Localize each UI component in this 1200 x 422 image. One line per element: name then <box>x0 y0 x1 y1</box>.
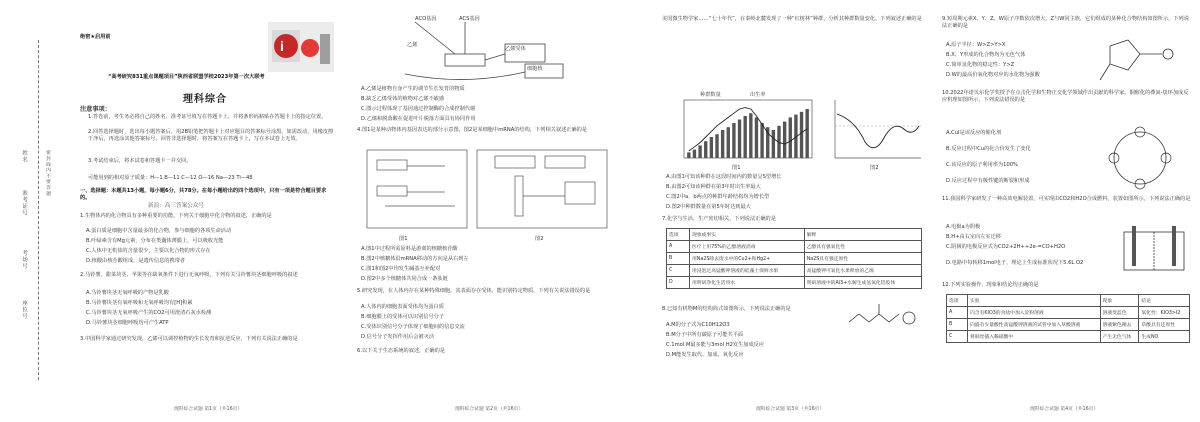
table-row <box>947 307 1190 319</box>
population-bar <box>693 150 696 158</box>
gene-expression-figures <box>365 146 615 238</box>
table-cell: 高锰酸钾可氧化水果释放的乙烯 <box>804 265 921 277</box>
q9-option-c: C.简单氢化物的稳定性：Y>Z <box>946 62 1015 68</box>
table-cell: 溶液变蓝色 <box>1100 307 1139 319</box>
page-1-number: 理科综合试题 第1页（共16页） <box>174 407 243 412</box>
population-bar <box>800 112 803 158</box>
exam-title: “高考研究831重点课题项目”陕西省联盟学校2023年第一次大联考 <box>108 74 265 80</box>
population-bar <box>760 123 763 158</box>
table-cell: 用明矾净化生活用水 <box>690 277 805 289</box>
population-bar <box>789 117 792 158</box>
population-bar <box>755 117 758 158</box>
page-4 <box>940 0 1196 422</box>
question-4: 4.图1是某种动物体内基因表达的部分示意图，图2是某细胞中mRNA的结构，下列相关叙述正确的是 <box>357 127 587 133</box>
notes-heading: 注意事项： <box>80 106 111 113</box>
subject-title: 理科综合 <box>183 94 227 105</box>
svg-text:i: i <box>280 38 284 54</box>
electrolysis-cell <box>1120 222 1190 274</box>
q9-option-d: D.W的最高价氧化物对应的水化物为强酸 <box>946 72 1040 78</box>
page3-option-d: D.图2中种群数量在第5年时达到最大 <box>666 204 751 210</box>
population-bar <box>738 120 741 159</box>
q5-option-d: D.信号分子发挥作用后会被灭活 <box>361 334 435 340</box>
page-3-intro: 美国微生物学家……“七十年代”，在秦岭北麓发现了一种“红树林”种群，分析其种群数量变化，下列叙述正确的是 <box>662 16 922 22</box>
page-1 <box>78 0 338 422</box>
chemistry-table <box>666 228 922 289</box>
page-4-number: 理科综合试题 第4页（共16页） <box>1030 407 1099 412</box>
table-header: 现象 <box>1100 295 1139 307</box>
table-cell: 氧化性：KIO3>I2 <box>1139 307 1190 319</box>
table-row <box>667 265 922 277</box>
q8-option-c: C.1mol M最多能与3mol H2发生加成反应 <box>666 342 765 348</box>
question-10: 10.2022年诺贝尔化学奖授予在点击化学和生物正交化学领域作出贡献的科学家，铜催化的叠氮-炔环加成反应机理如图所示，下列说法错误的是 <box>942 90 1189 104</box>
population-bar <box>783 122 786 158</box>
question-1: 1.生物体内的化合物具有多种重要的功能，下列关于细胞中化合物的叙述，正确的是 <box>80 213 272 219</box>
table-cell: 向含有KIO3的食盐中加入淀粉溶液 <box>968 307 1101 319</box>
q5-option-a: A.人体内的细胞表面受体均为蛋白质 <box>361 304 444 310</box>
table-cell: 向盛有少量酸性高锰酸钾溶液的试管中加入草酸溶液 <box>968 319 1101 331</box>
atomic-mass: 可能用到的相对原子质量：H—1 B—11 C—12 O—16 Na—23 Ti—48 <box>88 175 253 181</box>
population-bar <box>805 109 808 158</box>
q11-option-d: D.电路中每转移1mol电子，理论上生成标准状况下5.6L O2 <box>946 260 1084 266</box>
population-chart <box>666 96 816 166</box>
question-11: 11.我国科学家研发了一种高效电解装置，可实现由CO2和H2O合成燃料，装置如图所示，下列说法正确的是 <box>942 196 1191 202</box>
table-row <box>667 241 922 253</box>
table-cell: 溶液紫色褪去 <box>1100 319 1139 331</box>
table-cell: C <box>667 265 690 277</box>
q8-option-a: A.M的分子式为C10H12O3 <box>666 322 730 328</box>
population-bar <box>710 137 713 158</box>
watermark-text: 新浪：高三答案公众号 <box>148 203 204 209</box>
table-cell: 用Na2S除去废水中的Cu2+和Hg2+ <box>690 253 805 265</box>
note-3: 3.考试结束后，将本试卷和答题卡一并交回。 <box>88 158 192 164</box>
q9-option-b: B.X、Y形成的化合物均为无色气体 <box>946 52 1026 58</box>
table-row <box>667 277 922 289</box>
table-row <box>667 253 922 265</box>
table-cell: A <box>947 307 968 319</box>
chart-2-caption: 图2 <box>870 165 879 171</box>
population-bar <box>732 123 735 158</box>
diagram-label-aco: ACO基因 <box>415 16 437 22</box>
q3-option-c: C.图示过程体现了基因通过控制酶的合成控制代谢 <box>361 106 476 112</box>
compound-structure <box>1090 36 1180 88</box>
q4-option-c: C.图1和图2中均发生碱基互补配对 <box>361 266 441 272</box>
q1-option-c: C.人体中无机盐的含量很少，主要以化合物的形式存在 <box>86 248 211 254</box>
q1-option-a: A.蛋白质是细胞中含量最多的化合物，参与细胞的各项生命活动 <box>86 228 232 234</box>
table-cell: D <box>667 277 690 289</box>
q3-option-b: B.缺乏乙烯受体的植物对乙烯不敏感 <box>361 96 445 102</box>
chart-1-caption: 图1 <box>732 165 741 171</box>
table-cell: 将铜丝插入稀硝酸中 <box>968 331 1101 343</box>
q8-option-b: B.M分子中所有碳原子可能共平面 <box>666 332 744 338</box>
q11-option-a: A.电极a为阴极 <box>946 224 981 230</box>
cut-text: 密封线内不要答题 <box>45 150 50 197</box>
diagram-label-nucleus: 细胞核 <box>527 66 543 72</box>
exam-id-label: 准考证号 <box>21 190 27 217</box>
legend-population: 种群数量 <box>700 92 721 98</box>
diagram-label-acs: ACS基因 <box>459 16 480 22</box>
cut-line <box>38 40 39 380</box>
question-7: 7.化学与生活、生产密切相关，下列说法正确的是 <box>662 216 776 222</box>
table-cell: A <box>667 241 690 253</box>
population-bar <box>721 130 724 158</box>
table-header: 实验 <box>968 295 1101 307</box>
experiment-table <box>946 294 1190 343</box>
table-header: 解释 <box>804 229 921 241</box>
population-bar <box>743 116 746 158</box>
q3-option-a: A.乙烯是植物自身产生的调节生长发育的物质 <box>361 86 465 92</box>
question-2: 2.马铃薯、甜菜块茎、苹果等在缺氧条件下进行无氧呼吸，下列有关马铃薯块茎细胞呼吸的叙述 <box>80 272 298 278</box>
table-cell: 明矾溶液中的Al3+水解生成氢氧化铝胶体 <box>804 277 921 289</box>
page-3 <box>660 0 930 422</box>
q3-option-d: D.乙烯和脱落酸在促进叶片脱落方面具有协同作用 <box>361 116 476 122</box>
birth-rate-curve-chart <box>825 96 925 166</box>
q2-option-a: A.马铃薯块茎无氧呼吸的产物是乳酸 <box>86 290 169 296</box>
table-header-row <box>947 295 1190 307</box>
page3-option-c: C.图2中a、b两点的种群年龄结构均为增长型 <box>666 194 770 200</box>
catalytic-cycle-diagram <box>1090 118 1190 198</box>
population-bar <box>749 113 752 158</box>
q4-option-a: A.图1中过程所需原料是游离的核糖核苷酸 <box>361 246 458 252</box>
population-bar <box>704 141 707 158</box>
name-label: 姓名 <box>21 150 27 164</box>
page-3-number: 理科综合试题 第3页（共16页） <box>756 407 825 412</box>
population-bar <box>698 145 701 158</box>
q5-option-b: B.细胞膜上的受体可以识别信号分子 <box>361 314 445 320</box>
table-cell: B <box>947 319 968 331</box>
q2-option-d: D.马铃薯块茎细胞呼吸均可产生ATP <box>86 320 169 326</box>
diagram-label-ethylene: 乙烯 <box>407 42 418 48</box>
binding-margin <box>0 0 72 422</box>
q11-option-c: C.阴极的电极反应式为CO2+2H++2e-=CO+H2O <box>946 244 1066 250</box>
table-cell: 用浸泡过高锰酸钾溶液的硅藻土保鲜水果 <box>690 265 805 277</box>
legend-birth-rate: 出生率 <box>750 92 766 98</box>
page3-option-b: B.由图2可知该种群在第3年时出生率最大 <box>666 184 761 190</box>
table-row <box>947 319 1190 331</box>
table-cell: Na2S具有强还原性 <box>804 253 921 265</box>
population-bar <box>727 127 730 158</box>
table-header-row <box>667 229 922 241</box>
population-bar <box>772 130 775 158</box>
seat-label: 座位号 <box>21 300 27 320</box>
table-cell: 产生无色气体 <box>1100 331 1139 343</box>
publisher-logo <box>268 22 334 72</box>
question-6: 6.以下关于生态系统的叙述，正确的是 <box>357 348 445 354</box>
table-header: 选项 <box>947 295 968 307</box>
question-3: 3.中国科学家通过研究发现，乙烯可以调控植物的生长发育和抗逆反应，下列有关说法正确的是 <box>80 336 298 342</box>
q8-option-d: D.M能发生取代、加成、氧化反应 <box>666 352 744 358</box>
q10-option-d: D.反应过程中有极性键的断裂和形成 <box>946 178 1030 184</box>
q10-option-c: C.该反应的原子利用率为100% <box>946 162 1018 168</box>
secret-mark: 绝密★启用前 <box>80 34 111 40</box>
q9-option-a: A.原子半径：W>Z>Y>X <box>946 42 1006 48</box>
q4-option-d: D.图2中多个核糖体共同合成一条肽链 <box>361 276 448 282</box>
page-2 <box>355 0 625 422</box>
figure-2-caption: 图2 <box>535 236 544 242</box>
population-bar <box>687 152 690 158</box>
question-5: 5.研究发现，在人体内存在某种特殊细胞，其表面存在受体，能识别特定物质，下列有关说法错误的是 <box>357 288 591 294</box>
q10-option-b: B.反应过程中Cu的化合价发生了变化 <box>946 146 1031 152</box>
table-cell: 生成NO <box>1139 331 1190 343</box>
table-cell: 乙醇具有强氧化性 <box>804 241 921 253</box>
q1-option-d: D.核酸由核苷酸组成，是遗传信息的携带者 <box>86 258 186 264</box>
q10-option-a: A.CuI是该反应的催化剂 <box>946 130 1002 136</box>
table-cell: C <box>947 331 968 343</box>
table-cell: 医疗上用75%的乙醇溶液消毒 <box>690 241 805 253</box>
table-cell: B <box>667 253 690 265</box>
q11-option-b: B.H+由右室向左室迁移 <box>946 234 1001 240</box>
section-1: 一、选择题：本题共13小题，每小题6分，共78分。在每小题给出的四个选项中，只有一项是符合题目要求的。 <box>80 188 327 202</box>
note-2: 2.回答选择题时，选出每小题答案后，用2B铅笔把答题卡上对应题目的答案标号涂黑。如需改动，用橡皮擦干净后，再选涂其他答案标号。回答非选择题时，将答案写在答题卡上，写在本试卷上无效。 <box>88 129 334 143</box>
table-cell: 草酸具有还原性 <box>1139 319 1190 331</box>
table-header: 选项 <box>667 229 690 241</box>
question-8: 8.已知有机物M的结构简式如图所示，下列说法正确的是 <box>662 306 791 312</box>
table-header: 结论 <box>1139 295 1190 307</box>
diagram-label-receptor: 乙烯受体 <box>505 46 526 52</box>
page3-option-a: A.由图1可知该种群在这段时间内的数量呈S型增长 <box>666 174 782 180</box>
table-row <box>947 331 1190 343</box>
figure-1-caption: 图1 <box>399 236 408 242</box>
room-label: 考场号 <box>21 250 27 270</box>
note-1: 1.答卷前，考生务必将自己的姓名、准考证号填写在答题卡上，并将条形码粘贴在答题卡上的指定位置。 <box>88 114 327 120</box>
table-header: 现象或事实 <box>690 229 805 241</box>
q2-option-b: B.马铃薯块茎有氧呼吸和无氧呼吸均有[H]积累 <box>86 300 193 306</box>
q1-option-b: B.叶绿素含有Mg元素，分布在类囊体薄膜上，可以吸收光能 <box>86 238 224 244</box>
question-12: 12.下列实验操作、现象和结论均正确的是 <box>942 282 1039 288</box>
population-bar <box>715 134 718 158</box>
q4-option-b: B.图2中核糖体沿mRNA移动的方向是从右到左 <box>361 256 469 262</box>
page-2-number: 理科综合试题 第2页（共16页） <box>455 407 524 412</box>
q2-option-c: C.马铃薯块茎无氧呼吸产生的CO2可用澄清石灰水检测 <box>86 310 212 316</box>
q5-option-c: C.受体识别信号分子体现了细胞间的信息交流 <box>361 324 465 330</box>
question-9: 9.短周期元素X、Y、Z、W原子序数依次增大，Z与W同主族，它们组成的某种化合物结构如图所示，下列说法正确的是 <box>942 16 1189 30</box>
